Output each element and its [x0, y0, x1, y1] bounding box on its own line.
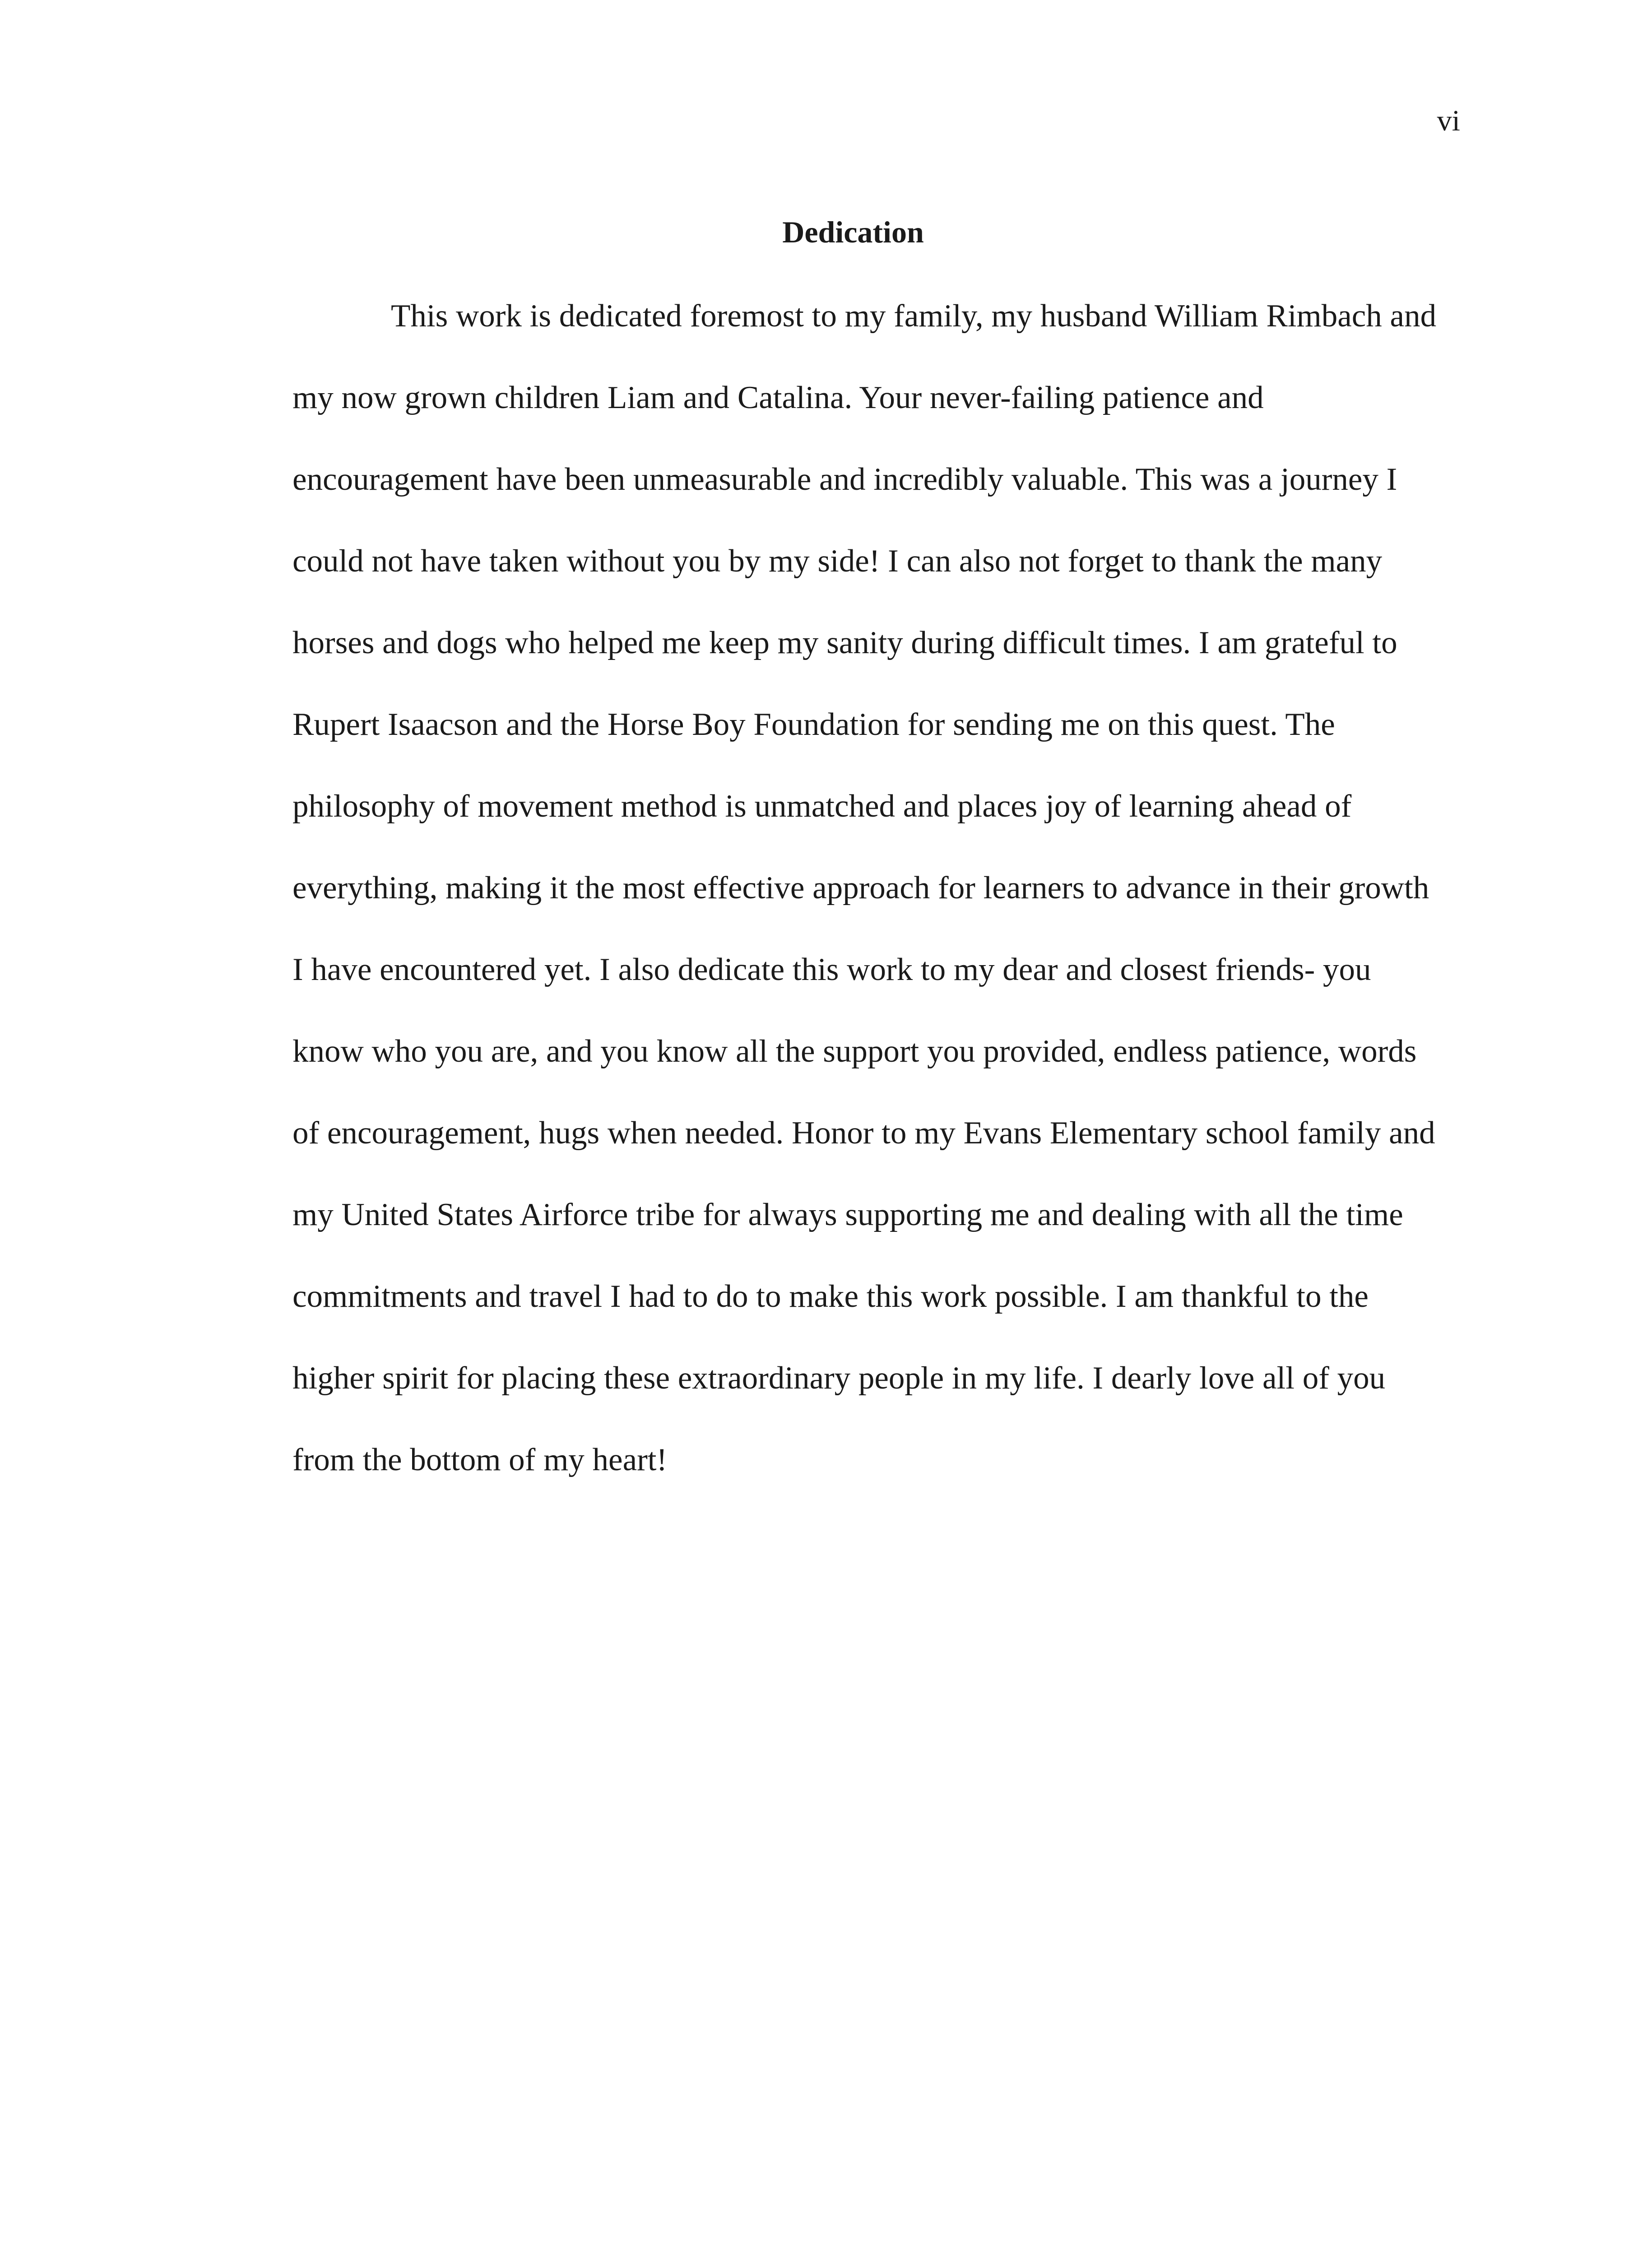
- paragraph-line: could not have taken without you by my side! I can also not forget to thank the many: [292, 543, 1383, 579]
- paragraph-line: higher spirit for placing these extraordinary people in my life. I dearly love all of you: [292, 1361, 1386, 1396]
- paragraph-line: my now grown children Liam and Catalina. Your never-failing patience and: [292, 380, 1264, 415]
- page-number: vi: [1437, 104, 1460, 137]
- paragraph-line: everything, making it the most effective approach for learners to advance in their growth: [292, 870, 1429, 906]
- section-heading: Dedication: [782, 215, 924, 249]
- paragraph-line: encouragement have been unmeasurable and incredibly valuable. This was a journey I: [292, 462, 1397, 497]
- paragraph-line: Rupert Isaacson and the Horse Boy Foundation for sending me on this quest. The: [292, 707, 1335, 742]
- paragraph-line: from the bottom of my heart!: [292, 1442, 668, 1477]
- paragraph-line: This work is dedicated foremost to my family, my husband William Rimbach and: [391, 298, 1437, 334]
- paragraph-line: horses and dogs who helped me keep my sanity during difficult times. I am grateful to: [292, 625, 1397, 660]
- paragraph-line: commitments and travel I had to do to make this work possible. I am thankful to the: [292, 1279, 1369, 1314]
- paragraph-line: of encouragement, hugs when needed. Honor to my Evans Elementary school family and: [292, 1115, 1435, 1151]
- paragraph-line: my United States Airforce tribe for always supporting me and dealing with all the time: [292, 1197, 1403, 1232]
- paragraph-line: philosophy of movement method is unmatched and places joy of learning ahead of: [292, 789, 1352, 824]
- paragraph-line: know who you are, and you know all the support you provided, endless patience, words: [292, 1034, 1417, 1069]
- dedication-paragraph: [292, 289, 1466, 1514]
- paragraph-line: I have encountered yet. I also dedicate this work to my dear and closest friends- you: [292, 952, 1371, 987]
